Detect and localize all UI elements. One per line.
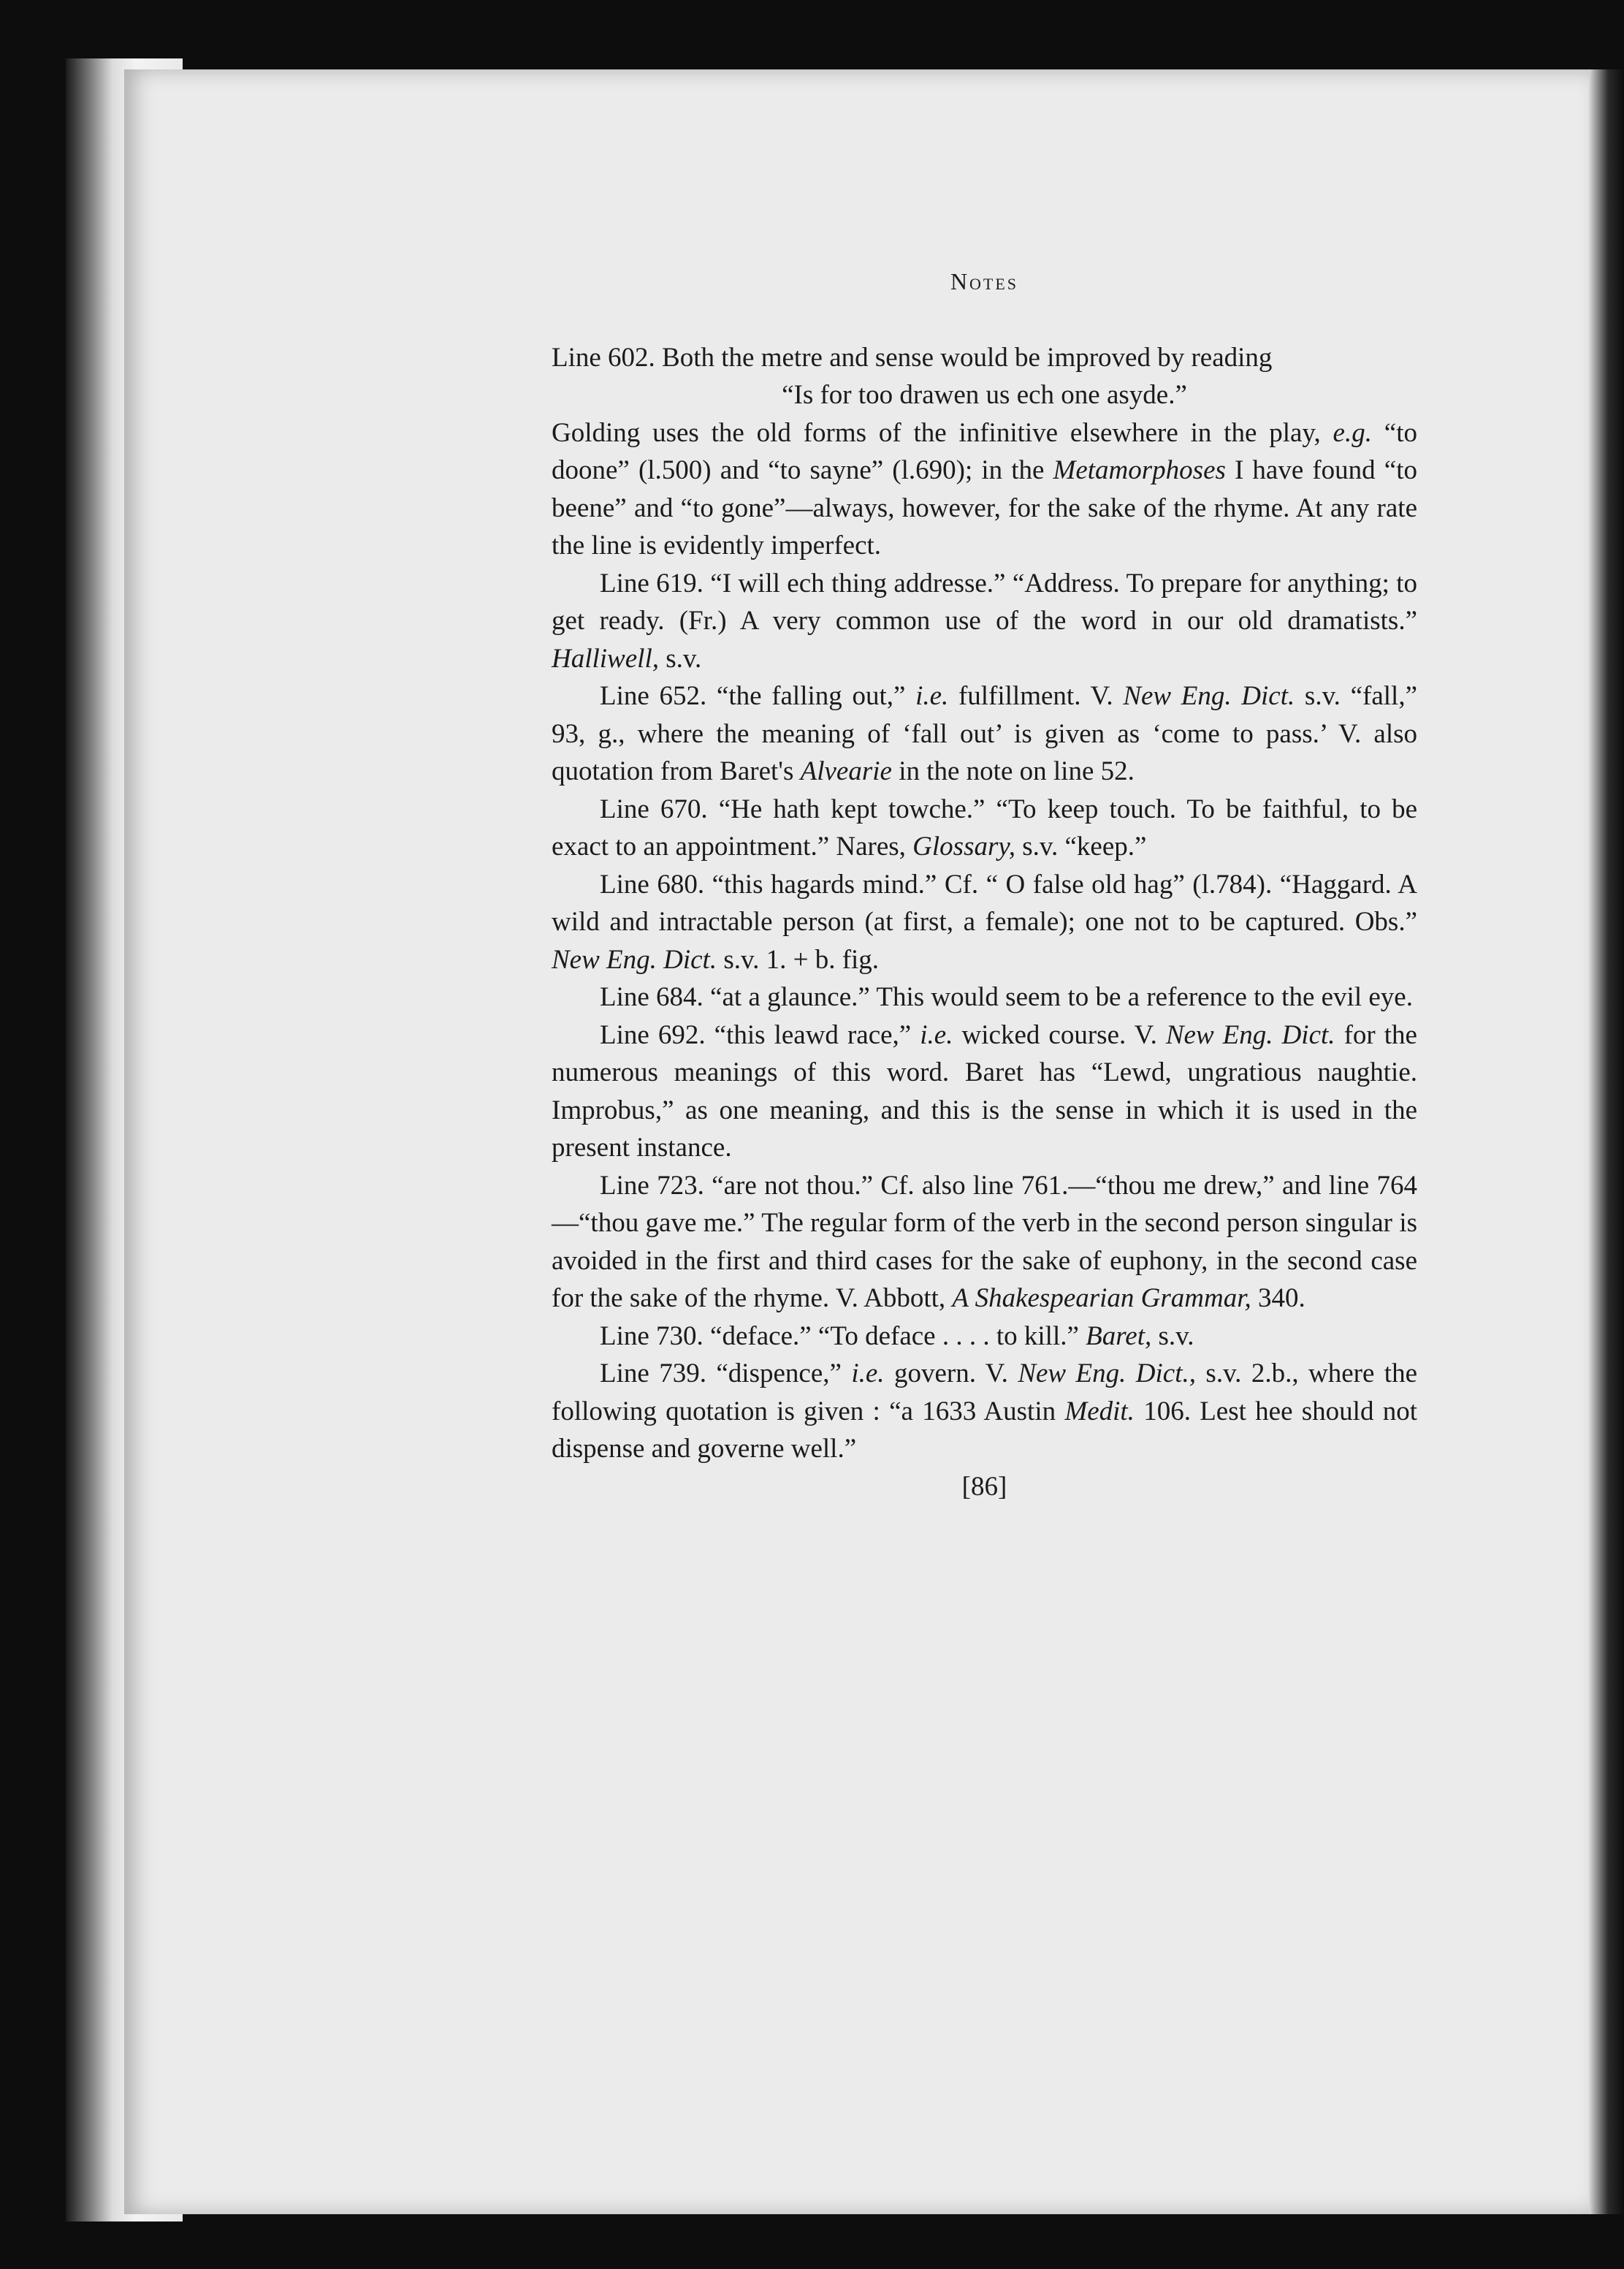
note-paragraph	[552, 1318, 1417, 1356]
text-run: govern. V.	[884, 1358, 1018, 1388]
page-number: [86]	[961, 1471, 1007, 1502]
text-run: in the note on line 52.	[891, 756, 1135, 786]
text-run: Line 739. “dispence,”	[600, 1358, 852, 1388]
italic-text: A Shakespearian Grammar,	[952, 1283, 1251, 1313]
page-right-edge	[1589, 69, 1624, 2214]
text-run: Line 680. “this hagards mind.” Cf. “ O false old hag” (l.784). “Haggard. A wild and intractable person (at first, a female); one not to be captured. Obs.”	[552, 869, 1417, 937]
italic-text: Halliwell,	[552, 643, 659, 674]
note-paragraph	[552, 866, 1417, 979]
text-run: for the numerous meanings of this word. Baret has “Lewd, ungratious naughtie. Improbus,” as one meaning, and this is the sense in which it is used in the present instance.	[552, 1019, 1417, 1163]
text-run: Line 730. “deface.” “To deface . . . . to kill.”	[600, 1320, 1086, 1351]
text-run: Line 670. “He hath kept towche.” “To keep touch. To be faithful, to be exact to an appointment.” Nares,	[552, 794, 1417, 862]
text-run: s.v.	[658, 643, 702, 674]
text-run: s.v. 1. + b. fig.	[717, 944, 880, 975]
quotation-line	[552, 376, 1417, 414]
italic-text: i.e.	[851, 1358, 885, 1388]
italic-text: New Eng. Dict.,	[1018, 1358, 1196, 1388]
italic-text: New Eng. Dict.	[1123, 681, 1295, 711]
text-run: fulfillment. V.	[948, 681, 1124, 711]
text-run: s.v. 2.b., where the following quotation is given : “a 1633 Austin	[552, 1358, 1417, 1426]
italic-text: Alvearie	[800, 756, 892, 786]
text-run: 106. Lest hee should not dispense and governe well.”	[552, 1396, 1417, 1464]
text-run: 340.	[1251, 1283, 1305, 1313]
italic-text: Medit.	[1064, 1396, 1135, 1426]
page-text	[552, 263, 1417, 1505]
note-paragraph	[552, 1016, 1417, 1167]
note-paragraph	[552, 1355, 1417, 1468]
note-paragraph	[552, 565, 1417, 678]
note-paragraph	[552, 677, 1417, 791]
text-run: Line 619. “I will ech thing addresse.” “Address. To prepare for anything; to get ready. (Fr.) A very common use of the word in our old dramatists.”	[552, 568, 1417, 636]
text-run: wicked course. V.	[953, 1019, 1166, 1050]
text-run: “to doone” (l.500) and “to sayne” (l.690); in the	[552, 417, 1417, 485]
text-run: s.v. “keep.”	[1015, 832, 1147, 862]
text-run: Line 652. “the falling out,”	[600, 681, 916, 711]
note-paragraph	[552, 339, 1417, 377]
italic-text: New Eng. Dict.	[1165, 1019, 1335, 1050]
page-heading: Notes	[950, 268, 1019, 294]
text-run: s.v.	[1151, 1320, 1194, 1351]
text-run: Line 602. Both the metre and sense would be improved by reading	[552, 342, 1273, 373]
note-paragraph	[552, 978, 1417, 1016]
note-paragraph	[552, 791, 1417, 866]
note-paragraph	[552, 414, 1417, 565]
text-run: Line 684. “at a glaunce.” This would seem to be a reference to the evil eye.	[600, 982, 1413, 1012]
italic-text: i.e.	[915, 681, 949, 711]
text-run: I have found “to beene” and “to gone”—always, however, for the sake of the rhyme. At any rate the line is evidently imperfect.	[552, 455, 1417, 560]
italic-text: e.g.	[1333, 417, 1372, 448]
italic-text: Baret,	[1086, 1320, 1152, 1351]
note-paragraph	[552, 1167, 1417, 1318]
italic-text: Metamorphoses	[1053, 455, 1226, 485]
text-run: s.v. “fall,” 93, g., where the meaning of ‘fall out’ is given as ‘come to pass.’ V. also quotation from Baret's	[552, 681, 1418, 786]
text-run: Golding uses the old forms of the infinitive elsewhere in the play,	[552, 417, 1333, 448]
text-run: Line 692. “this leawd race,”	[600, 1019, 920, 1050]
italic-text: New Eng. Dict.	[552, 944, 717, 975]
text-run: Line 723. “are not thou.” Cf. also line 761.—“thou me drew,” and line 764—“thou gave me.” The regular form of the verb in the second person singular is avoided in the first and third cases for the sake of euphony, in the second case for the sake of the rhyme. V. Abbott,	[552, 1170, 1417, 1313]
italic-text: Glossary,	[912, 832, 1015, 862]
italic-text: i.e.	[920, 1019, 953, 1050]
text-run: “Is for too drawen us ech one asyde.”	[782, 380, 1187, 410]
